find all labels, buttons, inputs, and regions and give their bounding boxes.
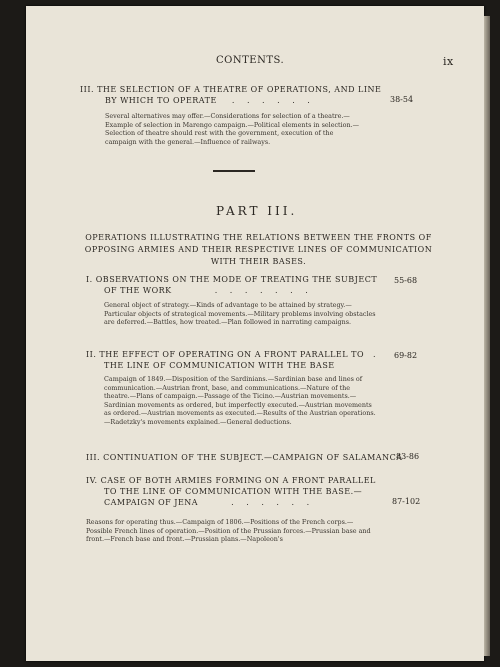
- entry-number: IV.: [86, 476, 98, 485]
- entry-title-line: THE SELECTION OF A THEATRE OF OPERATIONS, AND LINE: [97, 85, 382, 94]
- entry-summary: Reasons for operating thus.—Campaign of 1806.—Positions of the French corps.—Possible French lines of operation.—Position of the Prussian forces.—Prussian base and front.—French base and front.—Prussian plans.—Napoleon's: [86, 518, 371, 544]
- entry-summary: Campaign of 1849.—Disposition of the Sardinians.—Sardinian base and lines of communication.—Austrian front, base, and communications.—Nature of the theatre.—Plans of campaign.—Passage of the Ticino.—Austrian movements.—Sardinian movements as ordered, but imperfectly executed.—Austrian movements as ordered.—Austrian movements as executed.—Results of the Austrian operations.—Radetzky's movements explained.—General deductions.: [104, 375, 376, 426]
- book-page: [26, 6, 484, 661]
- entry-title-line: BY WHICH TO OPERATE: [105, 96, 217, 105]
- entry-title-line: THE LINE OF COMMUNICATION WITH THE BASE: [104, 361, 335, 370]
- leader-dots: .: [373, 350, 381, 359]
- entry-pages: 55-68: [394, 276, 418, 285]
- entry-title-line: CONTINUATION OF THE SUBJECT.—CAMPAIGN OF SALAMANCA: [103, 453, 403, 462]
- entry-title-line: OF THE WORK: [104, 286, 172, 295]
- part-title: PART III.: [216, 204, 298, 218]
- entry-title-line: CASE OF BOTH ARMIES FORMING ON A FRONT PARALLEL: [100, 476, 376, 485]
- entry-number: II.: [86, 350, 97, 359]
- header-title: CONTENTS.: [216, 55, 285, 66]
- entry-number: III.: [86, 453, 101, 462]
- entry-title-line: CAMPAIGN OF JENA: [104, 498, 199, 507]
- entry-title-line: OBSERVATIONS ON THE MODE OF TREATING THE SUBJECT: [95, 275, 378, 284]
- entry-summary: General object of strategy.—Kinds of advantage to be attained by strategy.—Particular objects of strategical movements.—Military problems involving obstacles are deferred.—Battles, how treated.—Plan followed in narrating campaigns.: [104, 301, 376, 327]
- entry-pages: 38-54: [390, 95, 414, 104]
- entry-title-line: TO THE LINE OF COMMUNICATION WITH THE BASE.—: [104, 487, 363, 496]
- entry-number: III.: [80, 85, 95, 94]
- section-divider: [213, 170, 255, 172]
- entry-title-line: THE EFFECT OF OPERATING ON A FRONT PARALLEL TO: [99, 350, 364, 359]
- entry-number: I.: [86, 275, 93, 284]
- leader-dots: . . . . . .: [231, 498, 315, 507]
- entry-pages: 87-102: [392, 497, 421, 506]
- toc-entry-iii-salamanca: [86, 452, 456, 463]
- leader-dots: . . . . . .: [231, 96, 315, 105]
- page-number: ix: [443, 55, 454, 68]
- entry-pages: 83-86: [396, 452, 420, 461]
- toc-entry-ii: [86, 349, 456, 427]
- toc-entry-iv: [86, 475, 456, 544]
- entry-pages: 69-82: [394, 351, 418, 360]
- toc-entry-iii-theatre: [80, 84, 460, 146]
- part-description: OPERATIONS ILLUSTRATING THE RELATIONS BETWEEN THE FRONTS OF OPPOSING ARMIES AND THEIR RESPECTIVE LINES OF COMMUNICATION WITH THEIR BASES.: [84, 233, 433, 266]
- leader-dots: . . . . . . .: [214, 286, 313, 295]
- toc-entry-i: [86, 274, 456, 327]
- entry-summary: Several alternatives may offer.—Considerations for selection of a theatre.—Example of selection in Marengo campaign.—Political elements in selection.—Selection of theatre should rest with the government, execution of the campaign with the general.—Influence of railways.: [105, 112, 360, 146]
